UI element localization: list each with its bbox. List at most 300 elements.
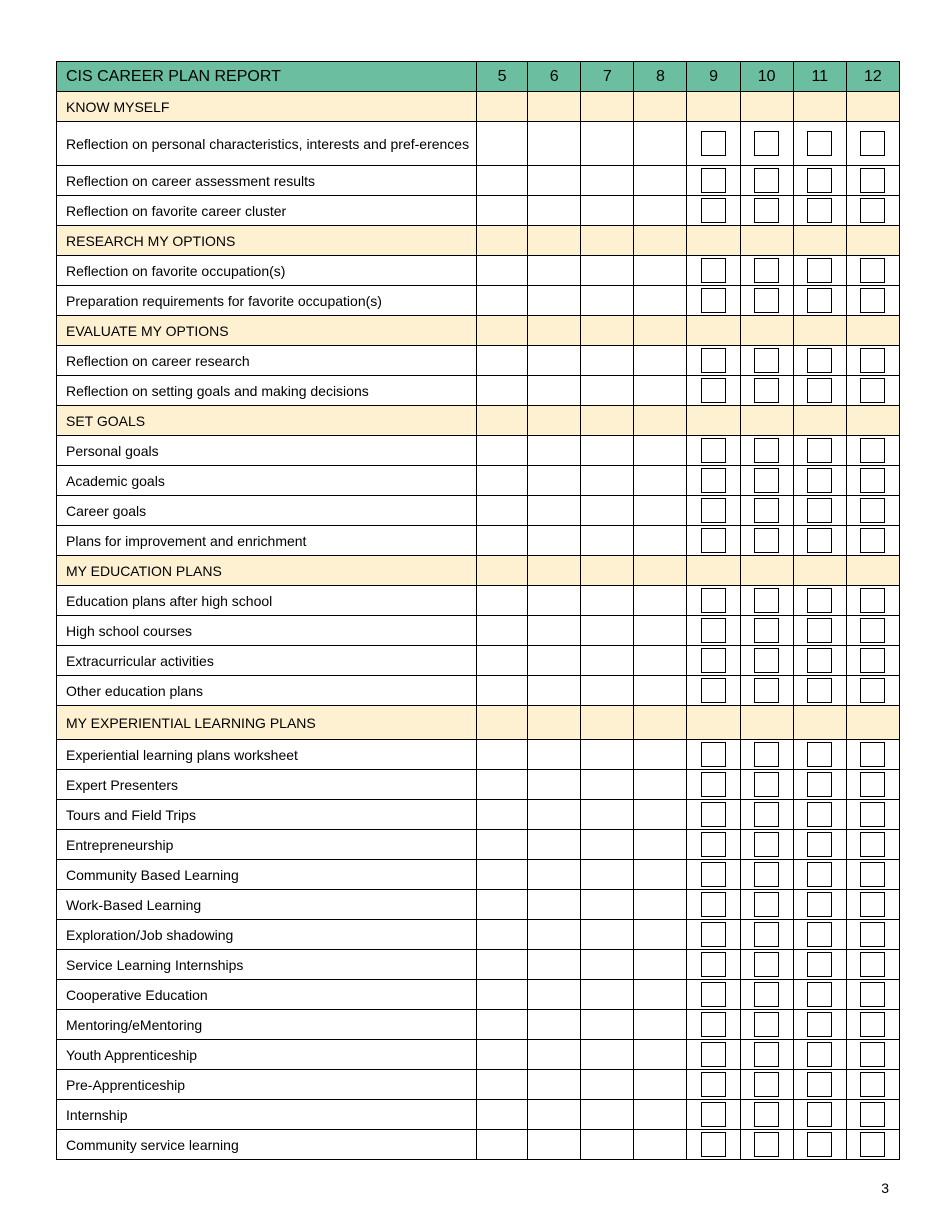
checkbox[interactable] [754,862,779,887]
checkbox[interactable] [860,832,885,857]
grade-cell [793,706,846,740]
grade-cell [793,1040,846,1070]
grade-cell [528,226,581,256]
grade-cell [793,740,846,770]
checkbox[interactable] [860,802,885,827]
checkbox[interactable] [754,922,779,947]
grade-cell [634,376,687,406]
grade-cell [687,496,740,526]
grade-cell [740,526,793,556]
grade-cell [687,166,740,196]
row-label: Education plans after high school [57,586,477,616]
checkbox[interactable] [701,588,726,613]
grade-cell [634,616,687,646]
grade-cell [687,226,740,256]
grade-cell [476,950,527,980]
checkbox[interactable] [807,678,832,703]
checkbox[interactable] [807,1132,832,1157]
grade-cell [740,1100,793,1130]
checkbox[interactable] [754,528,779,553]
checkbox[interactable] [754,802,779,827]
checkbox[interactable] [701,772,726,797]
grade-cell [581,526,634,556]
checkbox[interactable] [701,892,726,917]
grade-cell [740,376,793,406]
checkbox[interactable] [860,1132,885,1157]
grade-cell [528,920,581,950]
grade-cell [581,950,634,980]
grade-cell [528,950,581,980]
grade-cell [476,1130,527,1160]
grade-7-header: 7 [581,62,634,92]
grade-cell [528,166,581,196]
checkbox[interactable] [807,131,832,156]
grade-cell [476,830,527,860]
grade-cell [740,196,793,226]
checkbox[interactable] [754,198,779,223]
grade-cell [528,122,581,166]
grade-cell [846,256,899,286]
grade-cell [687,830,740,860]
grade-cell [793,122,846,166]
table-row [57,830,900,860]
section-heading: KNOW MYSELF [57,92,477,122]
checkbox[interactable] [754,1132,779,1157]
checkbox[interactable] [701,648,726,673]
grade-cell [528,406,581,436]
checkbox[interactable] [701,802,726,827]
checkbox[interactable] [754,742,779,767]
grade-cell [793,166,846,196]
checkbox[interactable] [860,678,885,703]
grade-cell [846,1070,899,1100]
grade-cell [476,466,527,496]
row-label: Tours and Field Trips [57,800,477,830]
checkbox[interactable] [701,952,726,977]
checkbox[interactable] [860,378,885,403]
grade-cell [793,1070,846,1100]
checkbox[interactable] [754,288,779,313]
grade-cell [740,860,793,890]
checkbox[interactable] [754,772,779,797]
checkbox[interactable] [860,922,885,947]
checkbox[interactable] [701,288,726,313]
checkbox[interactable] [701,438,726,463]
table-row [57,1040,900,1070]
table-body [57,92,900,1160]
checkbox[interactable] [807,528,832,553]
section-heading: MY EDUCATION PLANS [57,556,477,586]
grade-cell [846,616,899,646]
checkbox[interactable] [701,862,726,887]
grade-cell [740,950,793,980]
checkbox[interactable] [754,378,779,403]
row-label: Mentoring/eMentoring [57,1010,477,1040]
checkbox[interactable] [860,528,885,553]
checkbox[interactable] [807,378,832,403]
checkbox[interactable] [860,618,885,643]
grade-cell [528,646,581,676]
checkbox[interactable] [860,131,885,156]
table-row [57,676,900,706]
table-row [57,376,900,406]
grade-cell [581,890,634,920]
grade-cell [476,860,527,890]
grade-cell [476,616,527,646]
grade-cell [846,1100,899,1130]
grade-cell [687,1070,740,1100]
table-row [57,496,900,526]
grade-cell [581,286,634,316]
grade-cell [581,980,634,1010]
checkbox[interactable] [807,982,832,1007]
grade-cell [740,706,793,740]
checkbox[interactable] [754,618,779,643]
checkbox[interactable] [860,862,885,887]
checkbox[interactable] [754,588,779,613]
grade-cell [846,286,899,316]
grade-cell [740,1040,793,1070]
grade-cell [846,706,899,740]
checkbox[interactable] [807,618,832,643]
grade-cell [634,950,687,980]
checkbox[interactable] [701,1102,726,1127]
grade-cell [846,890,899,920]
checkbox[interactable] [701,678,726,703]
checkbox[interactable] [807,348,832,373]
checkbox[interactable] [754,168,779,193]
grade-cell [793,800,846,830]
grade-cell [740,286,793,316]
report-title: CIS CAREER PLAN REPORT [57,62,477,92]
checkbox[interactable] [754,258,779,283]
checkbox[interactable] [860,588,885,613]
row-label: Reflection on career assessment results [57,166,477,196]
checkbox[interactable] [754,648,779,673]
grade-cell [793,526,846,556]
checkbox[interactable] [754,832,779,857]
grade-cell [740,800,793,830]
grade-cell [581,316,634,346]
grade-cell [634,122,687,166]
grade-cell [581,740,634,770]
grade-cell [793,556,846,586]
row-label: High school courses [57,616,477,646]
grade-cell [581,196,634,226]
grade-cell [581,92,634,122]
section-row [57,226,900,256]
checkbox[interactable] [807,892,832,917]
grade-cell [793,256,846,286]
grade-cell [793,436,846,466]
row-label: Plans for improvement and enrichment [57,526,477,556]
grade-cell [846,376,899,406]
checkbox[interactable] [860,288,885,313]
checkbox[interactable] [860,348,885,373]
checkbox[interactable] [754,982,779,1007]
checkbox[interactable] [807,1042,832,1067]
table-row [57,860,900,890]
grade-cell [476,122,527,166]
grade-cell [846,346,899,376]
checkbox[interactable] [701,168,726,193]
grade-cell [476,92,527,122]
grade-cell [846,496,899,526]
grade-cell [634,346,687,376]
checkbox[interactable] [860,982,885,1007]
table-row [57,1130,900,1160]
checkbox[interactable] [701,1042,726,1067]
grade-cell [687,890,740,920]
checkbox[interactable] [807,468,832,493]
grade-cell [687,346,740,376]
grade-cell [793,980,846,1010]
grade-cell [634,1040,687,1070]
checkbox[interactable] [701,528,726,553]
grade-cell [528,346,581,376]
checkbox[interactable] [701,1072,726,1097]
checkbox[interactable] [701,258,726,283]
checkbox[interactable] [860,168,885,193]
checkbox[interactable] [701,348,726,373]
grade-cell [740,770,793,800]
grade-cell [476,1070,527,1100]
table-row [57,890,900,920]
grade-cell [476,406,527,436]
grade-cell [581,586,634,616]
grade-cell [476,436,527,466]
checkbox[interactable] [860,438,885,463]
grade-cell [740,496,793,526]
grade-cell [528,800,581,830]
grade-cell [846,1040,899,1070]
checkbox[interactable] [701,832,726,857]
grade-cell [528,770,581,800]
grade-cell [846,950,899,980]
grade-cell [687,950,740,980]
checkbox[interactable] [701,618,726,643]
checkbox[interactable] [754,1042,779,1067]
checkbox[interactable] [754,468,779,493]
grade-cell [528,1040,581,1070]
grade-cell [687,920,740,950]
grade-cell [634,226,687,256]
checkbox[interactable] [860,892,885,917]
checkbox[interactable] [754,678,779,703]
grade-cell [846,92,899,122]
grade-cell [528,256,581,286]
grade-cell [581,346,634,376]
checkbox[interactable] [701,468,726,493]
grade-cell [687,316,740,346]
grade-cell [476,556,527,586]
grade-cell [476,496,527,526]
checkbox[interactable] [807,198,832,223]
checkbox[interactable] [754,1012,779,1037]
grade-cell [740,616,793,646]
grade-cell [846,860,899,890]
grade-cell [793,346,846,376]
grade-cell [740,830,793,860]
grade-cell [793,286,846,316]
checkbox[interactable] [701,982,726,1007]
grade-cell [793,830,846,860]
grade-9-header: 9 [687,62,740,92]
grade-cell [476,286,527,316]
grade-cell [634,256,687,286]
checkbox[interactable] [701,198,726,223]
checkbox[interactable] [807,498,832,523]
grade-cell [528,860,581,890]
section-row [57,556,900,586]
table-row [57,586,900,616]
table-row [57,196,900,226]
checkbox[interactable] [754,438,779,463]
table-row [57,950,900,980]
table-row [57,466,900,496]
grade-cell [740,122,793,166]
grade-cell [581,1100,634,1130]
checkbox[interactable] [807,588,832,613]
grade-cell [476,980,527,1010]
checkbox[interactable] [701,498,726,523]
checkbox[interactable] [807,168,832,193]
grade-cell [528,526,581,556]
checkbox[interactable] [701,742,726,767]
checkbox[interactable] [807,1012,832,1037]
grade-cell [793,226,846,256]
checkbox[interactable] [860,1102,885,1127]
row-label: Community service learning [57,1130,477,1160]
checkbox[interactable] [860,498,885,523]
grade-cell [740,346,793,376]
grade-cell [476,586,527,616]
grade-cell [581,556,634,586]
grade-cell [740,920,793,950]
checkbox[interactable] [860,1042,885,1067]
checkbox[interactable] [754,892,779,917]
table-row [57,1100,900,1130]
checkbox[interactable] [701,1132,726,1157]
grade-cell [687,800,740,830]
grade-cell [793,496,846,526]
checkbox[interactable] [701,1012,726,1037]
checkbox[interactable] [754,498,779,523]
section-row [57,706,900,740]
checkbox[interactable] [807,288,832,313]
grade-cell [528,316,581,346]
checkbox[interactable] [754,348,779,373]
grade-cell [793,646,846,676]
checkbox[interactable] [860,742,885,767]
grade-cell [581,1070,634,1100]
checkbox[interactable] [860,648,885,673]
checkbox[interactable] [807,802,832,827]
checkbox[interactable] [807,922,832,947]
grade-cell [634,1010,687,1040]
grade-cell [793,586,846,616]
checkbox[interactable] [807,648,832,673]
grade-cell [634,406,687,436]
grade-cell [581,1040,634,1070]
checkbox[interactable] [807,862,832,887]
checkbox[interactable] [860,198,885,223]
grade-cell [581,646,634,676]
table-row [57,286,900,316]
grade-cell [846,406,899,436]
grade-cell [687,1130,740,1160]
checkbox[interactable] [807,1102,832,1127]
grade-cell [687,436,740,466]
checkbox[interactable] [860,468,885,493]
grade-cell [740,890,793,920]
grade-10-header: 10 [740,62,793,92]
row-label: Personal goals [57,436,477,466]
section-heading: RESEARCH MY OPTIONS [57,226,477,256]
grade-cell [476,646,527,676]
checkbox[interactable] [807,742,832,767]
checkbox[interactable] [807,832,832,857]
checkbox[interactable] [860,1072,885,1097]
checkbox[interactable] [754,1072,779,1097]
grade-cell [528,496,581,526]
checkbox[interactable] [860,1012,885,1037]
grade-cell [581,800,634,830]
checkbox[interactable] [754,952,779,977]
grade-cell [476,920,527,950]
checkbox[interactable] [860,258,885,283]
grade-cell [476,706,527,740]
table-row [57,920,900,950]
grade-cell [687,770,740,800]
checkbox[interactable] [807,258,832,283]
checkbox[interactable] [754,1102,779,1127]
section-heading: SET GOALS [57,406,477,436]
grade-8-header: 8 [634,62,687,92]
checkbox[interactable] [860,772,885,797]
checkbox[interactable] [754,131,779,156]
grade-cell [687,376,740,406]
grade-cell [740,980,793,1010]
grade-cell [476,226,527,256]
grade-cell [793,466,846,496]
grade-cell [846,436,899,466]
checkbox[interactable] [860,952,885,977]
checkbox[interactable] [701,378,726,403]
grade-cell [793,890,846,920]
grade-cell [634,466,687,496]
grade-cell [634,166,687,196]
grade-cell [581,122,634,166]
grade-cell [846,526,899,556]
table-row [57,1070,900,1100]
checkbox[interactable] [807,1072,832,1097]
checkbox[interactable] [807,438,832,463]
grade-cell [528,676,581,706]
checkbox[interactable] [701,131,726,156]
grade-cell [476,1040,527,1070]
table-row [57,616,900,646]
checkbox[interactable] [807,952,832,977]
row-label: Internship [57,1100,477,1130]
checkbox[interactable] [807,772,832,797]
checkbox[interactable] [701,922,726,947]
grade-cell [528,616,581,646]
grade-cell [793,676,846,706]
grade-cell [476,316,527,346]
table-row [57,770,900,800]
grade-cell [528,376,581,406]
